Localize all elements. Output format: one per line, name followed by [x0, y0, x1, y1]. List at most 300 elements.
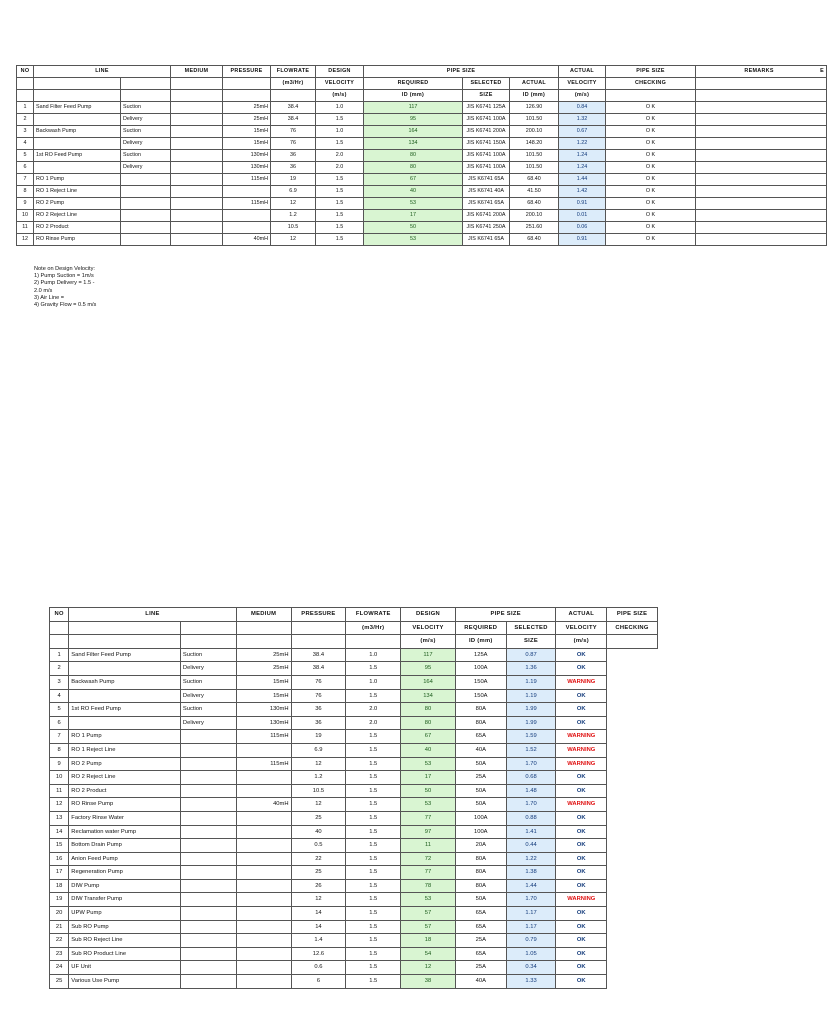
flowrate-value: 10.5 [271, 222, 316, 234]
row-number: 9 [50, 757, 69, 771]
flowrate-value: 19 [271, 174, 316, 186]
medium-cell [171, 126, 223, 138]
row-number: 25 [50, 975, 69, 989]
empty-cell [121, 90, 171, 102]
required-id: 117 [364, 102, 463, 114]
pressure-value [236, 975, 291, 989]
line-type [180, 947, 236, 961]
header-ms: (m/s) [401, 635, 456, 649]
medium-cell [171, 138, 223, 150]
pressure-value: 25mH [223, 102, 271, 114]
selected-size: 40A [455, 975, 506, 989]
line-name: Sub RO Pump [69, 920, 181, 934]
header-velocity-2: VELOCITY [559, 78, 606, 90]
required-id: 11 [401, 839, 456, 853]
line-type [121, 174, 171, 186]
line-type: Suction [180, 675, 236, 689]
design-velocity: 1.5 [346, 907, 401, 921]
header-size: SIZE [463, 90, 510, 102]
design-velocity-note [34, 266, 96, 309]
empty-cell [696, 78, 827, 90]
actual-velocity: 1.41 [506, 825, 556, 839]
line-type [180, 866, 236, 880]
selected-size: 65A [455, 947, 506, 961]
actual-velocity: 1.44 [506, 879, 556, 893]
flowrate-value: 38.4 [271, 114, 316, 126]
pressure-value: 115mH [223, 198, 271, 210]
selected-size: 80A [455, 852, 506, 866]
pressure-value [236, 784, 291, 798]
actual-id: 68.40 [510, 234, 559, 246]
flowrate-value: 12 [291, 798, 346, 812]
required-id: 12 [401, 961, 456, 975]
line-name: RO 2 Pump [69, 757, 181, 771]
actual-velocity: 0.88 [506, 811, 556, 825]
header-line: LINE [69, 608, 236, 622]
header-actual: ACTUAL [559, 66, 606, 78]
selected-size: 150A [455, 675, 506, 689]
pressure-value: 15mH [223, 138, 271, 150]
actual-velocity: 1.99 [506, 716, 556, 730]
table-row [50, 907, 658, 921]
empty-cell [180, 621, 236, 635]
row-number: 5 [17, 150, 34, 162]
table-row [17, 222, 827, 234]
design-velocity: 1.5 [346, 893, 401, 907]
table-row [50, 716, 658, 730]
row-number: 5 [50, 703, 69, 717]
ok-status: OK [556, 934, 607, 948]
remarks-trunc: E [820, 68, 825, 74]
medium-cell [171, 210, 223, 222]
empty-cell [121, 78, 171, 90]
table-row [50, 648, 658, 662]
check-status: O K [606, 198, 696, 210]
actual-id: 101.50 [510, 162, 559, 174]
row-number: 13 [50, 811, 69, 825]
pressure-value: 115mH [223, 174, 271, 186]
remarks-cell [696, 222, 827, 234]
selected-size: 100A [455, 825, 506, 839]
remarks-cell [696, 198, 827, 210]
table-row [17, 174, 827, 186]
row-number: 6 [50, 716, 69, 730]
design-velocity: 1.5 [346, 811, 401, 825]
note-line: 2) Pump Delivery = 1.5 - [34, 280, 95, 287]
check-status: O K [606, 222, 696, 234]
actual-velocity: 1.42 [559, 186, 606, 198]
remarks-cell [696, 150, 827, 162]
pressure-value: 40mH [236, 798, 291, 812]
header-remarks [696, 66, 827, 78]
required-id: 50 [401, 784, 456, 798]
row-number: 22 [50, 934, 69, 948]
row-number: 17 [50, 866, 69, 880]
pressure-value [236, 920, 291, 934]
selected-size: 50A [455, 757, 506, 771]
selected-size: JIS K6741 200A [463, 210, 510, 222]
row-number: 11 [17, 222, 34, 234]
design-velocity: 1.5 [316, 234, 364, 246]
line-type [180, 798, 236, 812]
line-name: 1st RO Feed Pump [69, 703, 181, 717]
pressure-value: 130mH [223, 162, 271, 174]
pressure-value [236, 825, 291, 839]
design-velocity: 2.0 [346, 716, 401, 730]
actual-velocity: 1.22 [559, 138, 606, 150]
line-type [180, 893, 236, 907]
pressure-value [236, 771, 291, 785]
required-id: 134 [401, 689, 456, 703]
table-row [50, 730, 658, 744]
row-number: 3 [17, 126, 34, 138]
line-type [180, 771, 236, 785]
actual-id: 200.10 [510, 126, 559, 138]
medium-cell [171, 222, 223, 234]
header-line: LINE [34, 66, 171, 78]
remarks-cell [696, 234, 827, 246]
selected-size: 50A [455, 893, 506, 907]
design-velocity: 1.5 [346, 743, 401, 757]
required-id: 78 [401, 879, 456, 893]
row-number: 1 [17, 102, 34, 114]
actual-id: 148.20 [510, 138, 559, 150]
design-velocity: 1.5 [346, 689, 401, 703]
row-number: 21 [50, 920, 69, 934]
flowrate-value: 38.4 [291, 662, 346, 676]
pressure-value: 15mH [236, 675, 291, 689]
actual-id: 251.60 [510, 222, 559, 234]
design-velocity: 1.5 [346, 934, 401, 948]
pressure-value: 115mH [236, 757, 291, 771]
empty-cell [34, 90, 121, 102]
line-type: Delivery [121, 162, 171, 174]
pipe-sizing-table-top [16, 65, 827, 246]
actual-velocity: 1.24 [559, 162, 606, 174]
line-type [180, 879, 236, 893]
check-status: O K [606, 174, 696, 186]
table1-header-row-2 [17, 78, 827, 90]
selected-size: 65A [455, 920, 506, 934]
header-actual: ACTUAL [556, 608, 607, 622]
line-name: Sub RO Product Line [69, 947, 181, 961]
design-velocity: 1.5 [346, 771, 401, 785]
line-name: Various Use Pump [69, 975, 181, 989]
design-velocity: 1.5 [316, 138, 364, 150]
table-row [50, 675, 658, 689]
selected-size: 80A [455, 879, 506, 893]
flowrate-value: 1.2 [291, 771, 346, 785]
selected-size: JIS K6741 150A [463, 138, 510, 150]
empty-cell [50, 635, 69, 649]
pressure-value [236, 947, 291, 961]
row-number: 15 [50, 839, 69, 853]
line-name: Sand Filter Feed Pump [34, 102, 121, 114]
table-row [17, 234, 827, 246]
empty-cell [236, 621, 291, 635]
required-id: 164 [401, 675, 456, 689]
line-type [180, 743, 236, 757]
row-number: 12 [17, 234, 34, 246]
table2-body [50, 608, 658, 989]
header-flowrate-unit: (m3/Hr) [271, 78, 316, 90]
row-number: 18 [50, 879, 69, 893]
check-status: O K [606, 210, 696, 222]
required-id: 80 [401, 716, 456, 730]
flowrate-value: 76 [271, 126, 316, 138]
design-velocity: 2.0 [316, 150, 364, 162]
header-medium: MEDIUM [171, 66, 223, 78]
line-type: Suction [121, 102, 171, 114]
flowrate-value: 36 [291, 703, 346, 717]
ok-status: OK [556, 947, 607, 961]
table2-header-row-1 [50, 608, 658, 622]
empty-cell [69, 635, 181, 649]
selected-size: 125A [455, 648, 506, 662]
flowrate-value: 6.9 [271, 186, 316, 198]
flowrate-value: 12 [291, 893, 346, 907]
check-status: O K [606, 138, 696, 150]
row-number: 12 [50, 798, 69, 812]
design-velocity: 1.5 [316, 114, 364, 126]
actual-velocity: 1.19 [506, 675, 556, 689]
flowrate-value: 38.4 [271, 102, 316, 114]
medium-cell [171, 198, 223, 210]
table-row [50, 784, 658, 798]
line-name: Sand Filter Feed Pump [69, 648, 181, 662]
header-required: REQUIRED [364, 78, 463, 90]
table-row [50, 703, 658, 717]
required-id: 50 [364, 222, 463, 234]
line-type [180, 920, 236, 934]
design-velocity: 2.0 [316, 162, 364, 174]
header-id-mm: ID (mm) [364, 90, 463, 102]
design-velocity: 1.5 [346, 879, 401, 893]
flowrate-value: 25 [291, 866, 346, 880]
table-row [17, 114, 827, 126]
line-name [34, 138, 121, 150]
pressure-value [223, 186, 271, 198]
pressure-value: 15mH [236, 689, 291, 703]
actual-id: 101.50 [510, 114, 559, 126]
pressure-value [236, 839, 291, 853]
selected-size: JIS K6741 40A [463, 186, 510, 198]
header-checking: CHECKING [606, 78, 696, 90]
flowrate-value: 40 [291, 825, 346, 839]
table-row [50, 975, 658, 989]
medium-cell [171, 114, 223, 126]
actual-velocity: 1.70 [506, 893, 556, 907]
table-row [17, 150, 827, 162]
table1-header-row-1 [17, 66, 827, 78]
flowrate-value: 14 [291, 920, 346, 934]
selected-size: 50A [455, 798, 506, 812]
design-velocity: 1.5 [316, 210, 364, 222]
warning-status: WARNING [556, 757, 607, 771]
flowrate-value: 26 [291, 879, 346, 893]
header-pipe-size-check: PIPE SIZE [607, 608, 658, 622]
flowrate-value: 76 [291, 689, 346, 703]
pressure-value: 25mH [236, 662, 291, 676]
empty-cell [606, 90, 696, 102]
empty-cell [17, 90, 34, 102]
check-status: O K [606, 126, 696, 138]
table-row [50, 743, 658, 757]
remarks-cell [696, 126, 827, 138]
empty-cell [171, 90, 223, 102]
selected-size: 20A [455, 839, 506, 853]
header-selected: SELECTED [463, 78, 510, 90]
actual-id: 41.50 [510, 186, 559, 198]
line-name: UPW Pump [69, 907, 181, 921]
line-type [121, 210, 171, 222]
ok-status: OK [556, 920, 607, 934]
design-velocity: 1.0 [346, 648, 401, 662]
check-status: O K [606, 186, 696, 198]
actual-velocity: 0.68 [506, 771, 556, 785]
row-number: 11 [50, 784, 69, 798]
header-no: NO [17, 66, 34, 78]
actual-velocity: 1.17 [506, 920, 556, 934]
row-number: 4 [17, 138, 34, 150]
flowrate-value: 36 [291, 716, 346, 730]
actual-velocity: 1.22 [506, 852, 556, 866]
actual-velocity: 0.06 [559, 222, 606, 234]
remarks-cell [696, 114, 827, 126]
note-line: 2.0 m/s [34, 287, 53, 294]
actual-velocity: 1.32 [559, 114, 606, 126]
line-name [34, 114, 121, 126]
pressure-value [236, 879, 291, 893]
selected-size: 80A [455, 716, 506, 730]
design-velocity: 1.0 [346, 675, 401, 689]
remarks-cell [696, 138, 827, 150]
line-name: DIW Pump [69, 879, 181, 893]
row-number: 10 [50, 771, 69, 785]
table-row [17, 102, 827, 114]
flowrate-value: 0.6 [291, 961, 346, 975]
required-id: 53 [364, 234, 463, 246]
ok-status: OK [556, 961, 607, 975]
design-velocity: 1.5 [346, 947, 401, 961]
header-velocity-2: VELOCITY [556, 621, 607, 635]
pressure-value [236, 866, 291, 880]
required-id: 134 [364, 138, 463, 150]
warning-status: WARNING [556, 730, 607, 744]
table-row [50, 825, 658, 839]
header-pipe-size-check: PIPE SIZE [606, 66, 696, 78]
design-velocity: 1.0 [316, 102, 364, 114]
header-pipe-size: PIPE SIZE [455, 608, 555, 622]
empty-cell [291, 621, 346, 635]
actual-velocity: 0.84 [559, 102, 606, 114]
line-name: RO Rinse Pump [34, 234, 121, 246]
selected-size: JIS K6741 200A [463, 126, 510, 138]
row-number: 4 [50, 689, 69, 703]
empty-cell [17, 78, 34, 90]
flowrate-value: 22 [291, 852, 346, 866]
line-type: Delivery [121, 114, 171, 126]
line-name: RO Rinse Pump [69, 798, 181, 812]
required-id: 95 [364, 114, 463, 126]
design-velocity: 2.0 [346, 703, 401, 717]
medium-cell [171, 234, 223, 246]
line-type: Delivery [180, 662, 236, 676]
ok-status: OK [556, 648, 607, 662]
table1-header-row-3 [17, 90, 827, 102]
header-design: DESIGN [316, 66, 364, 78]
pressure-value: 130mH [236, 716, 291, 730]
line-type [180, 934, 236, 948]
line-type [180, 730, 236, 744]
line-type [180, 757, 236, 771]
remarks-cell [696, 186, 827, 198]
selected-size: 100A [455, 811, 506, 825]
actual-velocity: 1.48 [506, 784, 556, 798]
check-status: O K [606, 102, 696, 114]
row-number: 1 [50, 648, 69, 662]
ok-status: OK [556, 771, 607, 785]
row-number: 8 [50, 743, 69, 757]
flowrate-value: 12 [291, 757, 346, 771]
ok-status: OK [556, 879, 607, 893]
actual-velocity: 1.52 [506, 743, 556, 757]
line-name: Anion Feed Pump [69, 852, 181, 866]
line-type [180, 961, 236, 975]
design-velocity: 1.0 [316, 126, 364, 138]
flowrate-value: 6.9 [291, 743, 346, 757]
selected-size: 65A [455, 907, 506, 921]
line-type [121, 222, 171, 234]
line-type [180, 784, 236, 798]
row-number: 23 [50, 947, 69, 961]
remarks-cell [696, 174, 827, 186]
pressure-value: 130mH [236, 703, 291, 717]
line-name: Backwash Pump [34, 126, 121, 138]
ok-status: OK [556, 784, 607, 798]
line-type: Delivery [180, 716, 236, 730]
actual-velocity: 1.44 [559, 174, 606, 186]
flowrate-value: 6 [291, 975, 346, 989]
required-id: 57 [401, 920, 456, 934]
empty-cell [34, 78, 121, 90]
line-type: Suction [121, 126, 171, 138]
ok-status: OK [556, 825, 607, 839]
table-row [50, 961, 658, 975]
actual-velocity: 0.91 [559, 198, 606, 210]
note-line: 4) Gravity Flow = 0.5 m/s [34, 302, 97, 309]
actual-velocity: 1.05 [506, 947, 556, 961]
ok-status: OK [556, 811, 607, 825]
design-velocity: 1.5 [346, 730, 401, 744]
pressure-value [236, 893, 291, 907]
selected-size: JIS K6741 100A [463, 114, 510, 126]
line-name [69, 662, 181, 676]
table-row [17, 186, 827, 198]
required-id: 72 [401, 852, 456, 866]
pressure-value: 15mH [223, 126, 271, 138]
empty-cell [223, 90, 271, 102]
row-number: 9 [17, 198, 34, 210]
check-status: O K [606, 150, 696, 162]
design-velocity: 1.5 [346, 757, 401, 771]
line-type [180, 852, 236, 866]
header-design: DESIGN [401, 608, 456, 622]
selected-size: 150A [455, 689, 506, 703]
required-id: 40 [364, 186, 463, 198]
actual-id: 68.40 [510, 174, 559, 186]
selected-size: JIS K6741 125A [463, 102, 510, 114]
